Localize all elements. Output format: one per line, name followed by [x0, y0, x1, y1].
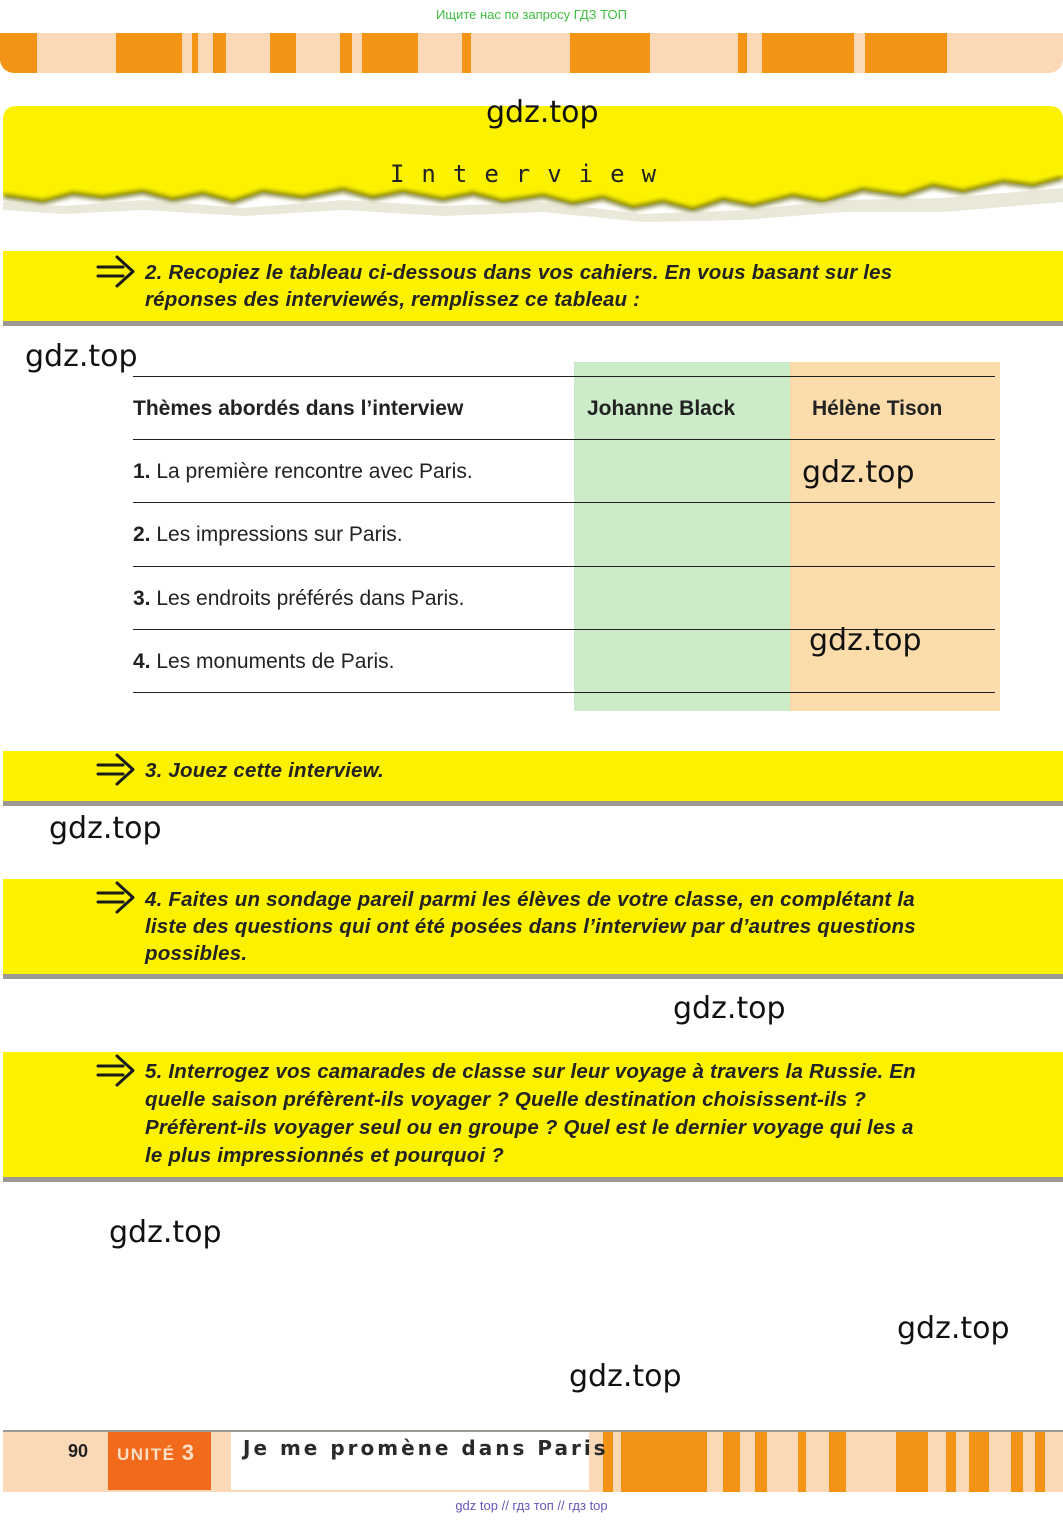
table-rule: [133, 692, 995, 693]
row-theme: La première rencontre avec Paris.: [150, 460, 473, 483]
row-theme: Les impressions sur Paris.: [150, 523, 403, 546]
watermark-text: gdz.top: [673, 991, 786, 1026]
exercise-3-text: 3. Jouez cette interview.: [145, 759, 384, 782]
table-row: [133, 587, 465, 611]
table-header-helene: Hélène Tison: [812, 397, 943, 420]
row-theme: Les monuments de Paris.: [150, 650, 395, 673]
unit-label: [117, 1440, 195, 1466]
arrow-right-icon: [95, 880, 137, 916]
unit-word: UNITÉ: [117, 1445, 176, 1464]
unit-number: 3: [181, 1440, 196, 1465]
top-promo-note: Ищите нас по запросу ГДЗ ТОП: [436, 7, 627, 22]
watermark-text: gdz.top: [809, 623, 922, 658]
exercise-4-text: 4. Faites un sondage pareil parmi les élèves de votre classe, en complétant la liste des questions qui ont été posées dans l’interview par d’autres questions possibles.: [145, 888, 916, 965]
exercise-2-text: 2. Recopiez le tableau ci-dessous dans vos cahiers. En vous basant sur les réponses des interviewés, remplissez ce tableau :: [145, 261, 893, 311]
table-rule: [133, 439, 995, 440]
arrow-right-icon: [95, 1053, 137, 1089]
table-rule: [133, 502, 995, 503]
watermark-text: gdz.top: [486, 95, 599, 130]
table-row: [133, 650, 394, 674]
arrow-right-icon: [95, 752, 137, 788]
row-theme: Les endroits préférés dans Paris.: [150, 587, 465, 610]
row-number: 2.: [133, 523, 151, 546]
page-number: 90: [68, 1441, 89, 1461]
exercise-5-text: 5. Interrogez vos camarades de classe sur leur voyage à travers la Russie. En quelle saison préfèrent-ils voyager ? Quelle destination choisissent-ils ? Préfèrent-ils voyager seul ou en groupe ? Quel est le dernier voyage qui les a le plus impressionnés et pourquoi ?: [145, 1060, 916, 1167]
exercise-2-band: [3, 251, 1063, 326]
row-number: 3.: [133, 587, 151, 610]
watermark-text: gdz.top: [897, 1311, 1010, 1346]
arrow-right-icon: [95, 254, 137, 290]
bottom-note: gdz top // гдз топ // гдз top: [455, 1498, 608, 1513]
interview-title: Interview: [389, 160, 674, 188]
table-header-themes: Thèmes abordés dans l’interview: [133, 397, 464, 420]
exercise-4-band: [3, 879, 1063, 979]
watermark-text: gdz.top: [802, 455, 915, 490]
table-row: [133, 460, 473, 484]
exercise-5-band: [3, 1052, 1063, 1182]
table-header-johanne: Johanne Black: [587, 397, 736, 420]
watermark-text: gdz.top: [49, 811, 162, 846]
row-number: 1.: [133, 460, 151, 483]
top-decorative-bar: [0, 33, 1063, 73]
table-rule: [133, 376, 995, 377]
watermark-text: gdz.top: [569, 1359, 682, 1394]
footer-title: Je me promène dans Paris: [243, 1436, 609, 1460]
watermark-text: gdz.top: [25, 339, 138, 374]
table-row: [133, 523, 403, 547]
watermark-text: gdz.top: [109, 1215, 222, 1250]
exercise-3-band: [3, 751, 1063, 806]
row-number: 4.: [133, 650, 151, 673]
table-rule: [133, 566, 995, 567]
